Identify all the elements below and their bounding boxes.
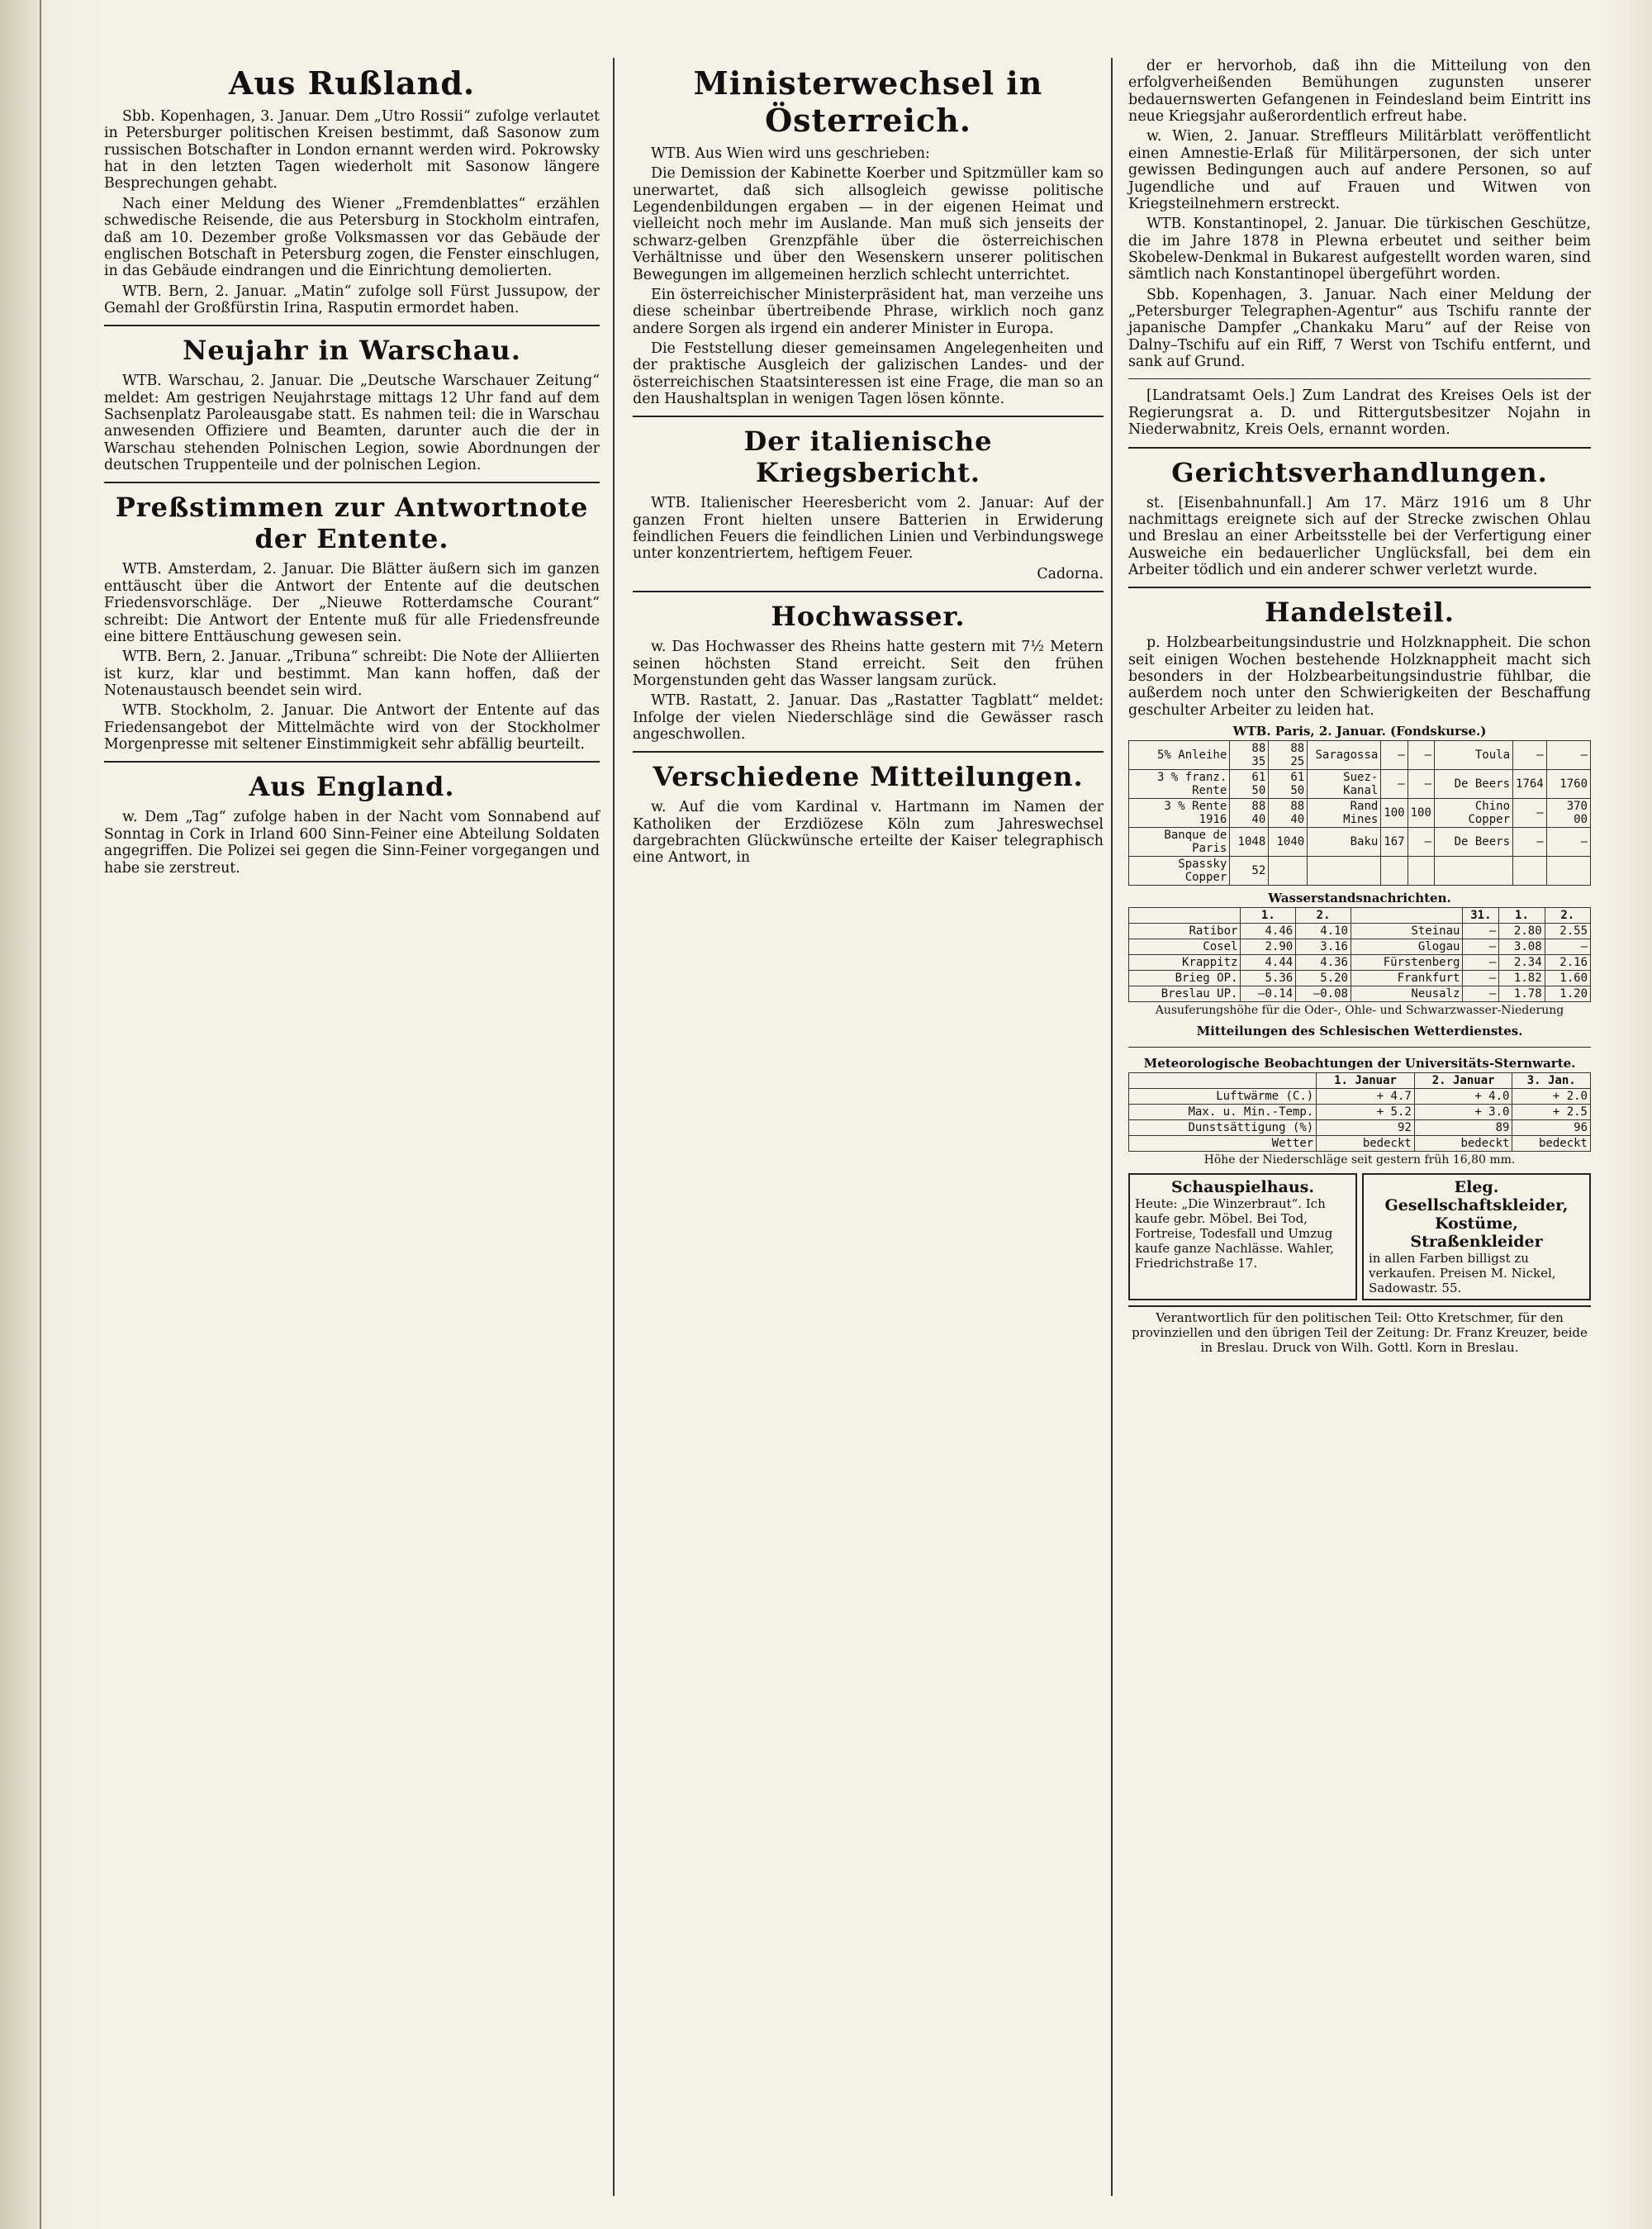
table-header-cell: 2. (1296, 908, 1351, 924)
table-cell: + 2.5 (1512, 1105, 1591, 1120)
article-paragraph: w. Wien, 2. Januar. Streffleurs Militärblatt veröffentlicht einen Amnestie-Erlaß für Militärpersonen, der sich unter gewissen Bedingungen auch auf andere Personen, so auf Jugendliche und auf Frauen und Witwen von Kriegsteilnehmern erstreckt. (1128, 128, 1591, 212)
table-cell: 1.82 (1499, 971, 1545, 986)
table-header-cell: 1. (1499, 908, 1545, 924)
table-cell: Breslau UP. (1129, 986, 1241, 1002)
table-cell: 4.10 (1296, 924, 1351, 939)
article-paragraph: WTB. Amsterdam, 2. Januar. Die Blätter äußern sich im ganzen enttäuscht über die Antwort der Entente auf die deutschen Friedensvorschläge. Der „Nieuwe Rotterdamsche Courant“ schreibt: Die Antwort der Entente muß für alle Friedensfreunde eine bittere Enttäuschung gewesen sein. (104, 561, 600, 645)
article-paragraph: [Landratsamt Oels.] Zum Landrat des Kreises Oels ist der Regierungsrat a. D. und Rittergutsbesitzer Nojahn in Niederwabnitz, Kreis Oels, ernannt worden. (1128, 387, 1591, 439)
table-cell: 100 (1408, 799, 1434, 828)
table-cell: Neusalz (1351, 986, 1462, 1002)
table-cell: Max. u. Min.-Temp. (1129, 1105, 1317, 1120)
table-cell: 88 35 (1230, 741, 1269, 770)
divider (1128, 378, 1591, 379)
table-cell: 1.60 (1545, 971, 1590, 986)
table-cell: 100 (1381, 799, 1408, 828)
water-table-title: Wasserstandsnachrichten. (1268, 891, 1451, 906)
meteo-table (1128, 1072, 1591, 1152)
table-header-cell (1351, 908, 1462, 924)
fx-row (1129, 857, 1591, 886)
divider (633, 591, 1104, 592)
table-cell: 3.16 (1296, 939, 1351, 955)
water-note: Ausuferungshöhe für die Oder-, Ohle- und Schwarzwasser-Niederung (1155, 1004, 1564, 1018)
divider (633, 751, 1104, 753)
ad-title: Eleg. Gesellschaftskleider, Kostüme, Straßenkleider (1384, 1178, 1569, 1252)
column-3 (1123, 58, 1596, 2196)
table-cell: + 3.0 (1414, 1105, 1512, 1120)
table-cell: 5.20 (1296, 971, 1351, 986)
imprint: Verantwortlich für den politischen Teil: Otto Kretschmer, für den provinziellen und den übrigen Teil der Zeitung: Dr. Franz Kreuzer, beide in Breslau. Druck von Wilh. Gottl. Korn in Breslau. (1128, 1305, 1591, 1355)
table-cell: — (1545, 939, 1590, 955)
table-cell (1308, 857, 1381, 886)
table-cell: Suez-Kanal (1308, 770, 1381, 799)
table-cell: De Beers (1434, 770, 1512, 799)
ad-text: Heute: „Die Winzerbraut“. Ich kaufe gebr. Möbel. Bei Tod, Fortreise, Todesfall und Umzug kaufe ganze Nachlässe. Wahler, Friedrichstraße 17. (1135, 1196, 1335, 1271)
table-cell: Dunstsättigung (%) (1129, 1120, 1317, 1136)
table-cell: 96 (1512, 1120, 1591, 1136)
article-paragraph: WTB. Rastatt, 2. Januar. Das „Rastatter Tagblatt“ meldet: Infolge der vielen Niederschläge sind die Gewässer rasch angeschwollen. (633, 692, 1104, 743)
column-2 (628, 58, 1108, 2196)
table-cell: Ratibor (1129, 924, 1241, 939)
table-cell: 4.44 (1241, 955, 1296, 971)
fx-row (1129, 741, 1591, 770)
table-header-cell: 31. (1463, 908, 1499, 924)
ad-title: Schauspielhaus. (1171, 1178, 1314, 1197)
divider (633, 416, 1104, 417)
article-paragraph: WTB. Aus Wien wird uns geschrieben: (651, 145, 930, 162)
table-cell: De Beers (1434, 828, 1512, 857)
table-cell: 4.36 (1296, 955, 1351, 971)
table-cell: — (1463, 971, 1499, 986)
column-rule (1111, 58, 1113, 2196)
table-header-cell: 2. Januar (1414, 1073, 1512, 1089)
table-cell: 2.34 (1499, 955, 1545, 971)
table-cell: — (1513, 741, 1547, 770)
meteo-row (1129, 1136, 1591, 1152)
table-cell: 5% Anleihe (1129, 741, 1230, 770)
meteo-table-title: Meteorologische Beobachtungen der Universitäts-Sternwarte. (1143, 1056, 1576, 1072)
headline-warschau: Neujahr in Warschau. (183, 335, 521, 367)
headline-handelsteil: Handelsteil. (1265, 596, 1455, 629)
article-paragraph: Ein österreichischer Ministerpräsident hat, man verzeihe uns diese scheinbar übertreibende Phrase, wirklich noch ganz andere Sorgen als irgend ein anderer Minister in Europa. (633, 286, 1104, 337)
table-cell (1434, 857, 1512, 886)
fx-row (1129, 770, 1591, 799)
article-paragraph: w. Dem „Tag“ zufolge haben in der Nacht vom Sonnabend auf Sonntag in Cork in Irland 600 Sinn-Feiner eine Abteilung Soldaten angegriffen. Die Polizei sei gegen die Sinn-Feiner vorgegangen und habe sie zerstreut. (104, 809, 600, 877)
article-paragraph: WTB. Konstantinopel, 2. Januar. Die türkischen Geschütze, die im Jahre 1878 in Plewna erbeutet und seither beim Skobelew-Denkmal in Bukarest aufgestellt worden waren, sind sämtlich nach Konstantinopel übergeführt worden. (1128, 216, 1591, 283)
article-paragraph: WTB. Bern, 2. Januar. „Matin“ zufolge soll Fürst Jussupow, der Gemahl der Großfürstin Irina, Rasputin ermordet haben. (104, 283, 600, 316)
table-cell: —0.14 (1241, 986, 1296, 1002)
advertisements (1128, 1173, 1591, 1300)
divider (1128, 587, 1591, 588)
table-cell: + 5.2 (1317, 1105, 1415, 1120)
water-row (1129, 971, 1591, 986)
table-cell: bedeckt (1317, 1136, 1415, 1152)
column-1 (99, 58, 605, 2196)
table-cell: — (1408, 770, 1434, 799)
divider (1128, 447, 1591, 449)
article-paragraph: WTB. Stockholm, 2. Januar. Die Antwort der Entente auf das Friedensangebot der Mittelmächte wird von der Stockholmer Morgenpresse mit seltener Einstimmigkeit sehr abfällig beurteilt. (104, 702, 600, 753)
table-header-cell: 3. Jan. (1512, 1073, 1591, 1089)
table-cell: —0.08 (1296, 986, 1351, 1002)
table-cell: 1.78 (1499, 986, 1545, 1002)
table-cell: Glogau (1351, 939, 1462, 955)
table-cell: Frankfurt (1351, 971, 1462, 986)
headline-pressstimmen: Preßstimmen zur Antwortnote der Entente. (115, 492, 589, 555)
water-row (1129, 939, 1591, 955)
article-paragraph: Die Demission der Kabinette Koerber und Spitzmüller kam so unerwartet, daß sich allsogleich gewisse politische Legendenbildungen ergaben — in der eigenen Heimat und vielleicht noch mehr im Auslande. Man muß sich jenseits der schwarz-gelben Grenzpfähle über die österreichischen Verhältnisse und über den Wesenskern unserer politischen Bewegungen im allgemeinen herzlich schlecht unterrichtet. (633, 165, 1104, 283)
table-cell: 52 (1230, 857, 1269, 886)
table-cell: 2.80 (1499, 924, 1545, 939)
table-cell: Cosel (1129, 939, 1241, 955)
article-paragraph: w. Auf die vom Kardinal v. Hartmann im Namen der Katholiken der Erzdiözese Köln zum Jahreswechsel dargebrachten Glückwünsche erteilte der Kaiser telegraphisch eine Antwort, in (633, 799, 1104, 867)
table-cell: — (1463, 955, 1499, 971)
table-cell: Rand Mines (1308, 799, 1381, 828)
table-cell: Luftwärme (C.) (1129, 1089, 1317, 1105)
table-cell: Banque de Paris (1129, 828, 1230, 857)
table-cell (1381, 857, 1408, 886)
ad-text: in allen Farben billigst zu verkaufen. Preisen M. Nickel, Sadowastr. 55. (1369, 1251, 1556, 1296)
table-cell: 2.90 (1241, 939, 1296, 955)
table-cell (1513, 857, 1547, 886)
table-cell: + 2.0 (1512, 1089, 1591, 1105)
table-cell: Wetter (1129, 1136, 1317, 1152)
article-paragraph: w. Das Hochwasser des Rheins hatte gestern mit 7½ Metern seinen höchsten Stand erreicht. Seit den frühen Morgenstunden geht das Wasser langsam zurück. (633, 639, 1104, 689)
table-cell: 1040 (1269, 828, 1308, 857)
table-cell: 61 50 (1230, 770, 1269, 799)
headline-kriegsbericht: Der italienische Kriegsbericht. (743, 425, 993, 489)
article-paragraph: p. Holzbearbeitungsindustrie und Holzknappheit. Die schon seit einigen Wochen bestehende Holzknappheit macht sich besonders in der Holzbearbeitungsindustrie fühlbar, die außerdem noch unter den Schwierigkeiten der Beschaffung geschulter Arbeiter zu leiden hat. (1128, 634, 1591, 719)
divider (104, 761, 600, 763)
table-cell: 1048 (1230, 828, 1269, 857)
table-cell: bedeckt (1512, 1136, 1591, 1152)
article-paragraph: WTB. Italienischer Heeresbericht vom 2. Januar: Auf der ganzen Front hielten unsere Batterien in Erwiderung feindlichen Feuers die feindlichen Linien und Verbindungswege unter konzentriertem, heftigem Feuer. (633, 495, 1104, 563)
headline-mitteilungen: Verschiedene Mitteilungen. (653, 761, 1084, 793)
table-cell: + 4.7 (1317, 1089, 1415, 1105)
headline-russland: Aus Rußland. (228, 64, 476, 102)
table-cell: — (1513, 799, 1547, 828)
article-paragraph: WTB. Warschau, 2. Januar. Die „Deutsche Warschauer Zeitung“ meldet: Am gestrigen Neujahrstage mittags 12 Uhr fand auf dem Sachsenplatz Paroleausgabe statt. Es nahmen teil: die in Warschau anwesenden Offiziere und Beamten, darunter auch die der in Warschau stehenden Polnischen Legion, sowie Abordnungen der deutschen Truppenteile und der polnischen Legion. (104, 373, 600, 474)
table-cell: — (1546, 828, 1590, 857)
meteo-note: Höhe der Niederschläge seit gestern früh 16,80 mm. (1203, 1153, 1516, 1167)
table-cell (1546, 857, 1590, 886)
table-cell: 3 % franz. Rente (1129, 770, 1230, 799)
headline-england: Aus England. (249, 771, 455, 803)
table-cell: 1.20 (1545, 986, 1590, 1002)
table-cell: 370 00 (1546, 799, 1590, 828)
water-row (1129, 986, 1591, 1002)
table-cell: — (1408, 828, 1434, 857)
table-cell: bedeckt (1414, 1136, 1512, 1152)
table-cell: — (1381, 741, 1408, 770)
table-cell: Baku (1308, 828, 1381, 857)
meteo-row (1129, 1105, 1591, 1120)
table-cell: — (1546, 741, 1590, 770)
table-cell: 61 50 (1269, 770, 1308, 799)
table-cell: 92 (1317, 1120, 1415, 1136)
table-cell: 88 40 (1269, 799, 1308, 828)
article-paragraph: der er hervorhob, daß ihn die Mitteilung von den erfolgverheißenden Bemühungen zugunsten unserer bedauernswerten Gefangenen in Feindesland beim Eintritt ins neue Kriegsjahr außerordentlich erfreut habe. (1128, 58, 1591, 126)
table-cell: — (1513, 828, 1547, 857)
table-cell: 2.55 (1545, 924, 1590, 939)
binding-edge (0, 0, 41, 2229)
article-paragraph: Nach einer Meldung des Wiener „Fremdenblattes“ erzählen schwedische Reisende, die aus Petersburg in Stockholm eintrafen, daß am 10. Dezember große Volksmassen vor das Gebäude der englischen Botschaft in Petersburg zogen, die Fenster einschlugen, in das Gebäude eindrangen und die Einrichtung demolierten. (104, 195, 600, 280)
table-cell: 5.36 (1241, 971, 1296, 986)
headline-gericht: Gerichtsverhandlungen. (1171, 456, 1548, 488)
table-cell: 2.16 (1545, 955, 1590, 971)
table-cell: 1760 (1546, 770, 1590, 799)
table-cell: Spassky Copper (1129, 857, 1230, 886)
meteo-row (1129, 1089, 1591, 1105)
article-paragraph: st. [Eisenbahnunfall.] Am 17. März 1916 um 8 Uhr nachmittags ereignete sich auf der Strecke zwischen Ohlau und Breslau an einer Arbeitsstelle bei der Verfertigung einer Ausweiche ein bedauerlicher Unglücksfall, bei dem ein Arbeiter tödlich und ein anderer schwer verletzt wurde. (1128, 494, 1591, 578)
fx-table-title: WTB. Paris, 2. Januar. (Fondskurse.) (1232, 724, 1487, 739)
headline-ministerwechsel: Ministerwechsel in Österreich. (693, 64, 1043, 139)
water-table (1128, 907, 1591, 1002)
table-header-cell: 1. (1241, 908, 1296, 924)
divider (104, 482, 600, 483)
table-cell: Saragossa (1308, 741, 1381, 770)
column-rule (613, 58, 615, 2196)
article-paragraph: Die Feststellung dieser gemeinsamen Angelegenheiten und der praktische Ausgleich der galizischen Landes- und der österreichischen Staatsinteressen ist eine Frage, die man so an den Haushaltsplan in wenigen Tagen lösen könnte. (633, 340, 1104, 408)
fx-row (1129, 828, 1591, 857)
table-cell (1269, 857, 1308, 886)
headline-hochwasser: Hochwasser. (771, 601, 966, 633)
divider (1128, 1047, 1591, 1048)
table-cell: 4.46 (1241, 924, 1296, 939)
table-cell: Krappitz (1129, 955, 1241, 971)
table-header-cell: 1. Januar (1317, 1073, 1415, 1089)
article-paragraph: Sbb. Kopenhagen, 3. Januar. Dem „Utro Rossii“ zufolge verlautet in Petersburger politischen Kreisen bestimmt, daß Sasonow zum russischen Botschafter in London ernannt werden wird. Pokrowsky hat in den letzten Tagen wiederholt mit Sasonow längere Besprechungen gehabt. (104, 108, 600, 192)
water-row (1129, 955, 1591, 971)
fx-table (1128, 740, 1591, 886)
table-cell: 88 40 (1230, 799, 1269, 828)
water-row (1129, 924, 1591, 939)
fx-row (1129, 799, 1591, 828)
table-cell: Chino Copper (1434, 799, 1512, 828)
ad-kleider (1362, 1173, 1591, 1300)
table-cell: Steinau (1351, 924, 1462, 939)
table-cell (1408, 857, 1434, 886)
table-cell: — (1463, 939, 1499, 955)
table-cell: + 4.0 (1414, 1089, 1512, 1105)
table-cell: 167 (1381, 828, 1408, 857)
signature: Cadorna. (1037, 565, 1104, 582)
table-cell: 89 (1414, 1120, 1512, 1136)
ad-schauspielhaus (1128, 1173, 1357, 1300)
table-cell: Fürstenberg (1351, 955, 1462, 971)
table-cell: Toula (1434, 741, 1512, 770)
table-header-cell: 2. (1545, 908, 1590, 924)
table-cell: 1764 (1513, 770, 1547, 799)
table-header-cell (1129, 908, 1241, 924)
table-cell: — (1381, 770, 1408, 799)
table-cell: — (1408, 741, 1434, 770)
table-cell: — (1463, 924, 1499, 939)
table-header-cell (1129, 1073, 1317, 1089)
article-paragraph: WTB. Bern, 2. Januar. „Tribuna“ schreibt: Die Note der Alliierten ist kurz, klar und bestimmt. Man kann hoffen, daß der Notenaustausch beendet sein wird. (104, 649, 600, 699)
meteo-row (1129, 1120, 1591, 1136)
divider (104, 325, 600, 326)
table-cell: — (1463, 986, 1499, 1002)
table-cell: 3.08 (1499, 939, 1545, 955)
article-paragraph: Sbb. Kopenhagen, 3. Januar. Nach einer Meldung der „Petersburger Telegraphen-Agentur“ aus Tschifu rannte der japanische Dampfer „Chankaku Maru“ auf der Reise von Dalny–Tschifu auf ein Riff, 7 Werst von Tschifu entfernt, und sank auf Grund. (1128, 286, 1591, 371)
weather-service-title: Mitteilungen des Schlesischen Wetterdienstes. (1196, 1024, 1523, 1039)
table-cell: 88 25 (1269, 741, 1308, 770)
table-cell: Brieg OP. (1129, 971, 1241, 986)
table-cell: 3 % Rente 1916 (1129, 799, 1230, 828)
